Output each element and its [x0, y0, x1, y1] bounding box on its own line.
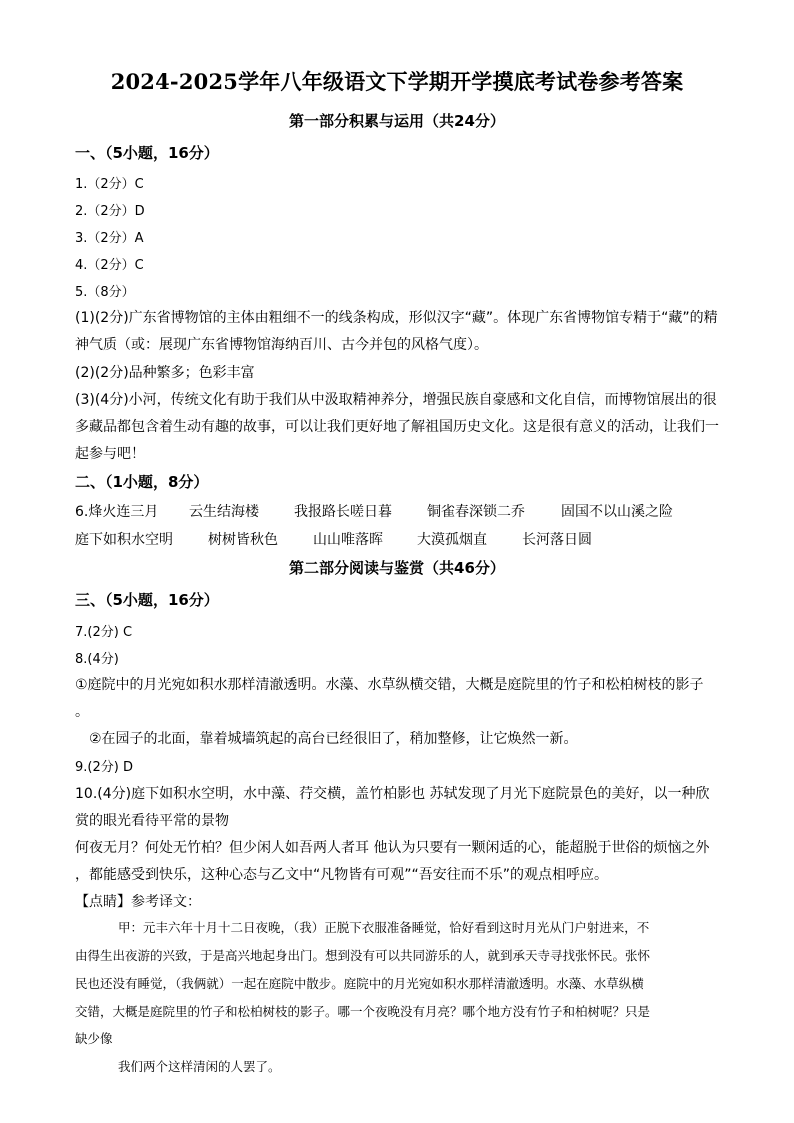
part1-heading: 第一部分积累与运用（共24分）: [289, 112, 505, 130]
answer-8: 8.(4分): [75, 652, 119, 667]
answer-2: 2.（2分）D: [75, 204, 145, 219]
q5-line-1: (1)(2分)广东省博物馆的主体由粗细不一的线条构成，形似汉字“藏”。体现广东省博物馆专精于“藏”的精: [75, 310, 718, 326]
q6-answer-item: 庭下如积水空明: [75, 532, 173, 548]
translation-line-1: 甲：元丰六年十月十二日夜晚，（我）正脱下衣服准备睡觉，恰好看到这时月光从门户射进来，不: [118, 920, 650, 935]
part2-heading: 第二部分阅读与鉴赏（共46分）: [289, 559, 505, 577]
q6-answer-item: 固国不以山溪之险: [561, 504, 673, 520]
q6-answer-item: 云生结海楼: [189, 504, 259, 520]
answer-5: 5.（8分）: [75, 285, 135, 300]
q5-line-2: 神气质（或：展现广东省博物馆海纳百川、古今并包的风格气度）。: [75, 337, 488, 353]
section1-heading: 一、（5小题，16分）: [75, 144, 219, 162]
answer-7: 7.(2分) C: [75, 625, 133, 640]
answer-9: 9.(2分) D: [75, 760, 133, 775]
translation-line-5: 缺少像: [75, 1031, 113, 1046]
q6-answer-item: 大漠孤烟直: [417, 532, 487, 548]
q5-line-5: 多藏品都包含着生动有趣的故事，可以让我们更好地了解祖国历史文化。这是很有意义的活动，让我们一: [75, 419, 719, 435]
answer-4: 4.（2分）C: [75, 258, 144, 273]
translation-line-6: 我们两个这样清闲的人罢了。: [118, 1059, 281, 1074]
translation-line-3: 民也还没有睡觉，（我俩就）一起在庭院中散步。庭院中的月光宛如积水那样清澈透明。水藻、水草纵横: [75, 976, 644, 991]
translation-line-4: 交错，大概是庭院里的竹子和松柏树枝的影子。哪一个夜晚没有月亮？哪个地方没有竹子和柏树呢？只是: [75, 1004, 651, 1019]
q6-answer-item: 长河落日圆: [522, 532, 592, 548]
q6-answer-item: 我报路长嗟日暮: [294, 504, 392, 520]
translation-line-2: 由得生出夜游的兴致，于是高兴地起身出门。想到没有可以共同游乐的人，就到承天寺寻找张怀民。张怀: [75, 948, 651, 963]
q6-answer-item: 铜雀春深锁二乔: [427, 504, 525, 520]
q6-answer-item: 山山唯落晖: [313, 532, 383, 548]
q6-answer-item: 6.烽火连三月: [75, 504, 159, 520]
q5-line-4: (3)(4分)小河，传统文化有助于我们从中汲取精神养分，增强民族自豪感和文化自信，而博物馆展出的很: [75, 392, 717, 408]
q8-line-2: 。: [75, 704, 89, 720]
q5-line-3: (2)(2分)品种繁多；色彩丰富: [75, 365, 255, 381]
q6-answer-item: 树树皆秋色: [208, 532, 278, 548]
answer-1: 1.（2分）C: [75, 177, 144, 192]
q8-line-1: ①庭院中的月光宛如积水那样清澈透明。水藻、水草纵横交错，大概是庭院里的竹子和松柏树枝的影子: [75, 677, 704, 693]
section2-heading: 二、（1小题，8分）: [75, 473, 209, 491]
q10-line-1: 10.(4分)庭下如积水空明，水中藻、荇交横，盖竹柏影也 苏轼发现了月光下庭院景色的美好，以一种欣: [75, 786, 710, 802]
q10-line-2: 赏的眼光看待平常的景物: [75, 813, 229, 829]
note-label: 【点睛】参考译文：: [75, 894, 201, 910]
section3-heading: 三、（5小题，16分）: [75, 591, 219, 609]
answer-3: 3.（2分）A: [75, 231, 144, 246]
q10-line-4: ，都能感受到快乐，这种心态与乙文中“凡物皆有可观”“吾安往而不乐”的观点相呼应。: [75, 867, 609, 883]
q8-line-3: ②在园子的北面，靠着城墙筑起的高台已经很旧了，稍加整修，让它焕然一新。: [89, 731, 578, 747]
q10-line-3: 何夜无月？何处无竹柏？但少闲人如吾两人者耳 他认为只要有一颗闲适的心，能超脱于世俗的烦恼之外: [75, 840, 710, 856]
q5-line-6: 起参与吧！: [75, 446, 145, 462]
document-title: 2024-2025学年八年级语文下学期开学摸底考试卷参考答案: [110, 69, 684, 94]
